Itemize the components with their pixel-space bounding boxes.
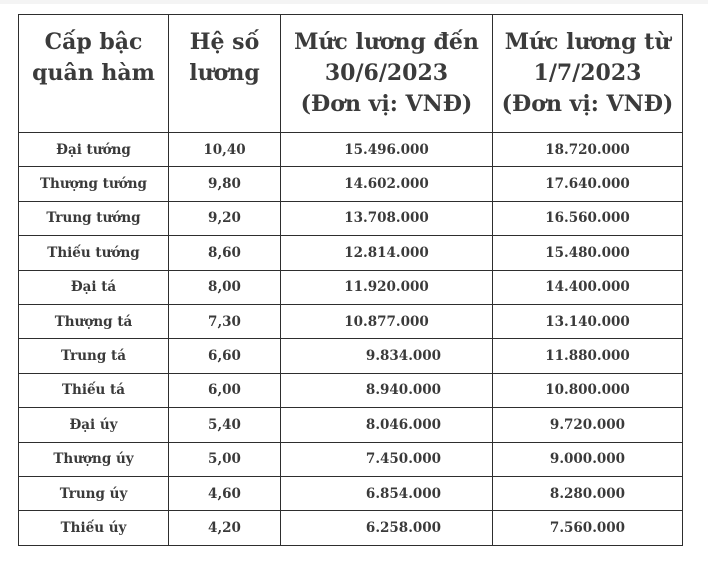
- header-rank: [19, 15, 169, 133]
- cell-rank: Thiếu úy: [19, 511, 169, 545]
- cell-rank: Đại tướng: [19, 133, 169, 167]
- cell-coefficient: 7,30: [169, 304, 281, 338]
- table-row: [19, 339, 683, 373]
- cell-salary-from: 13.140.000: [493, 304, 683, 338]
- cell-salary-until: 14.602.000: [281, 167, 493, 201]
- cell-salary-from: 11.880.000: [493, 339, 683, 373]
- cell-salary-until: 9.834.000: [281, 339, 493, 373]
- cell-coefficient: 10,40: [169, 133, 281, 167]
- cell-coefficient: 8,00: [169, 270, 281, 304]
- cell-salary-from: 10.800.000: [493, 373, 683, 407]
- header-salary-until: [281, 15, 493, 133]
- cell-salary-from: 8.280.000: [493, 476, 683, 510]
- header-rank-line-1: Cấp bậc: [44, 29, 143, 55]
- cell-salary-from: 16.560.000: [493, 201, 683, 235]
- cell-coefficient: 5,00: [169, 442, 281, 476]
- salary-table: [18, 14, 683, 546]
- cell-rank: Trung úy: [19, 476, 169, 510]
- table-row: [19, 201, 683, 235]
- cell-salary-from: 18.720.000: [493, 133, 683, 167]
- cell-rank: Thượng tá: [19, 304, 169, 338]
- cell-salary-from: 9.000.000: [493, 442, 683, 476]
- cell-rank: Thượng tướng: [19, 167, 169, 201]
- cell-rank: Trung tá: [19, 339, 169, 373]
- header-salary-until-line-1: Mức lương đến: [294, 29, 479, 55]
- cell-rank: Thiếu tướng: [19, 236, 169, 270]
- header-salary-from-line-3: (Đơn vị: VNĐ): [501, 91, 674, 117]
- cell-salary-until: 15.496.000: [281, 133, 493, 167]
- table-row: [19, 408, 683, 442]
- cell-salary-until: 10.877.000: [281, 304, 493, 338]
- cell-salary-until: 8.940.000: [281, 373, 493, 407]
- table-row: [19, 476, 683, 510]
- cell-coefficient: 4,20: [169, 511, 281, 545]
- cell-coefficient: 8,60: [169, 236, 281, 270]
- cell-salary-until: 6.854.000: [281, 476, 493, 510]
- table-row: [19, 442, 683, 476]
- cell-rank: Thiếu tá: [19, 373, 169, 407]
- cell-salary-from: 7.560.000: [493, 511, 683, 545]
- header-salary-until-line-2: 30/6/2023: [324, 60, 449, 86]
- cell-coefficient: 4,60: [169, 476, 281, 510]
- top-band: [0, 0, 708, 4]
- header-salary-from: [493, 15, 683, 133]
- cell-coefficient: 6,60: [169, 339, 281, 373]
- cell-coefficient: 9,20: [169, 201, 281, 235]
- table-row: [19, 511, 683, 545]
- cell-salary-from: 14.400.000: [493, 270, 683, 304]
- header-rank-line-2: quân hàm: [32, 60, 155, 86]
- cell-salary-until: 12.814.000: [281, 236, 493, 270]
- header-salary-from-line-2: 1/7/2023: [533, 60, 642, 86]
- table-row: [19, 133, 683, 167]
- table-row: [19, 304, 683, 338]
- table-row: [19, 236, 683, 270]
- cell-rank: Đại úy: [19, 408, 169, 442]
- header-coefficient: [169, 15, 281, 133]
- cell-coefficient: 9,80: [169, 167, 281, 201]
- header-salary-until-line-3: (Đơn vị: VNĐ): [300, 91, 473, 117]
- table-row: [19, 270, 683, 304]
- cell-salary-from: 9.720.000: [493, 408, 683, 442]
- table-row: [19, 373, 683, 407]
- cell-rank: Đại tá: [19, 270, 169, 304]
- header-coefficient-line-1: Hệ số: [189, 29, 260, 55]
- cell-rank: Trung tướng: [19, 201, 169, 235]
- cell-salary-until: 11.920.000: [281, 270, 493, 304]
- table-row: [19, 167, 683, 201]
- cell-salary-from: 17.640.000: [493, 167, 683, 201]
- header-coefficient-line-2: lương: [189, 60, 260, 86]
- cell-coefficient: 5,40: [169, 408, 281, 442]
- cell-salary-from: 15.480.000: [493, 236, 683, 270]
- cell-salary-until: 13.708.000: [281, 201, 493, 235]
- cell-coefficient: 6,00: [169, 373, 281, 407]
- cell-salary-until: 8.046.000: [281, 408, 493, 442]
- cell-salary-until: 7.450.000: [281, 442, 493, 476]
- cell-rank: Thượng úy: [19, 442, 169, 476]
- header-row: [19, 15, 683, 133]
- header-salary-from-line-1: Mức lương từ: [504, 29, 671, 55]
- cell-salary-until: 6.258.000: [281, 511, 493, 545]
